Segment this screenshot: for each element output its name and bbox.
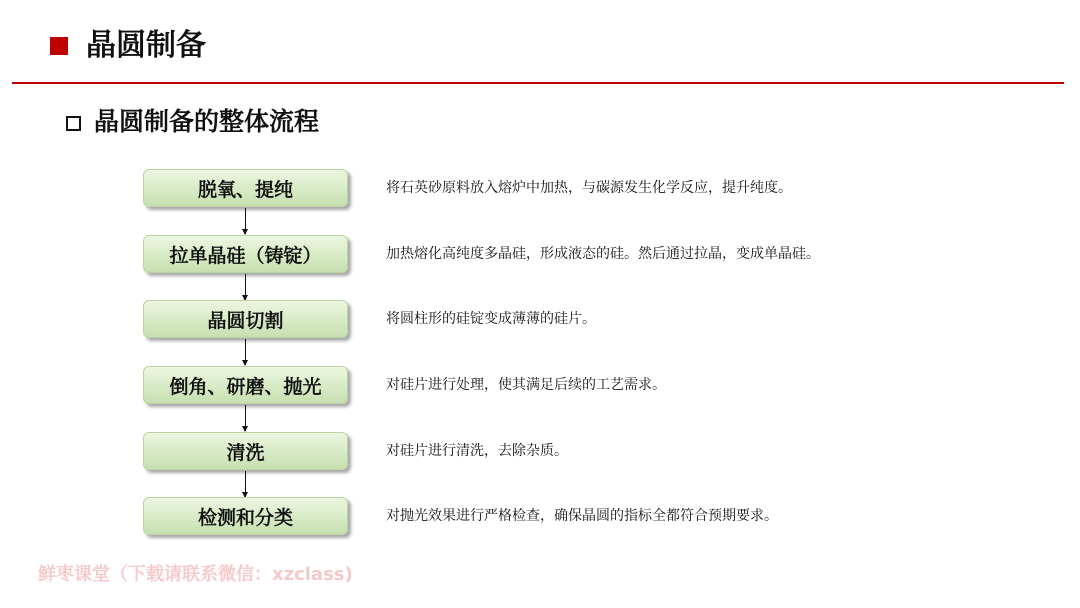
title-bullet-square [50, 37, 68, 55]
flow-arrow-3 [245, 339, 246, 365]
step-box-crystal-pulling: 拉单晶硅（铸锭） [143, 235, 348, 273]
step-box-deoxidize-purify: 脱氧、提纯 [143, 169, 348, 207]
step-description-inspection-sorting: 对抛光效果进行严格检查，确保晶圆的指标全都符合预期要求。 [386, 508, 778, 524]
step-box-chamfer-grind-polish: 倒角、研磨、抛光 [143, 366, 348, 404]
subtitle-bullet-square [66, 116, 81, 131]
flow-arrow-2 [245, 274, 246, 300]
step-description-chamfer-grind-polish: 对硅片进行处理，使其满足后续的工艺需求。 [386, 377, 666, 393]
flow-arrow-1 [245, 208, 246, 234]
section-subtitle: 晶圆制备的整体流程 [94, 107, 320, 136]
step-box-cleaning: 清洗 [143, 432, 348, 470]
title-divider [12, 82, 1064, 84]
step-description-wafer-slicing: 将圆柱形的硅锭变成薄薄的硅片。 [386, 311, 596, 327]
page-title: 晶圆制备 [86, 28, 206, 63]
step-box-inspection-sorting: 检测和分类 [143, 497, 348, 535]
step-description-crystal-pulling: 加热熔化高纯度多晶硅，形成液态的硅。然后通过拉晶，变成单晶硅。 [386, 246, 820, 262]
flow-arrow-5 [245, 471, 246, 497]
step-description-cleaning: 对硅片进行清洗，去除杂质。 [386, 443, 568, 459]
step-box-wafer-slicing: 晶圆切割 [143, 300, 348, 338]
flow-arrow-4 [245, 405, 246, 431]
step-description-deoxidize-purify: 将石英砂原料放入熔炉中加热，与碳源发生化学反应，提升纯度。 [386, 180, 792, 196]
watermark-text: 鲜枣课堂（下载请联系微信：xzclass) [38, 564, 353, 585]
